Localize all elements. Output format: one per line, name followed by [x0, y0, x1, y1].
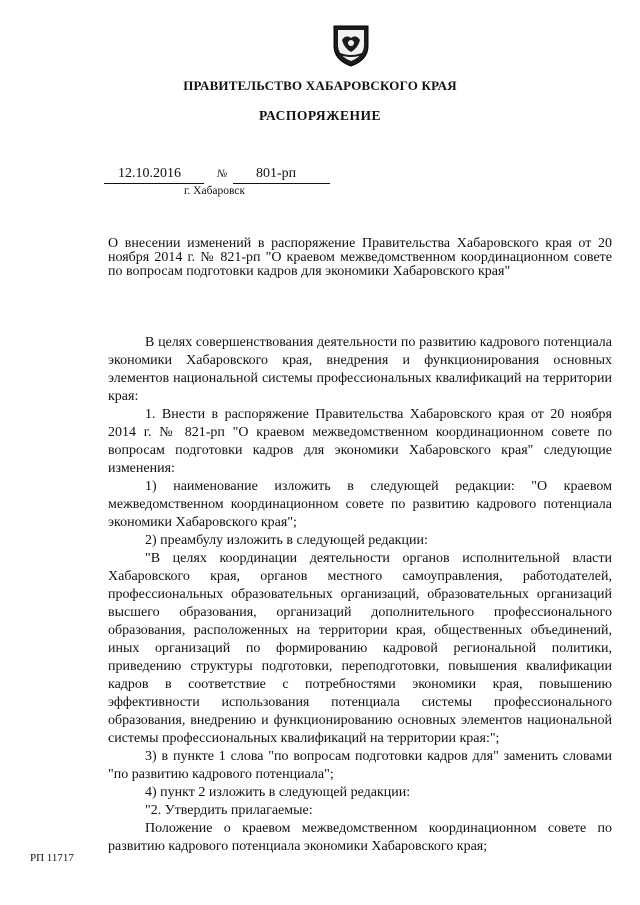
government-title: ПРАВИТЕЛЬСТВО ХАБАРОВСКОГО КРАЯ: [183, 78, 457, 93]
paragraph: 1. Внести в распоряжение Правительства Хабаровского края от 20 ноября 2014 г. № 821-рп "О краевом межведомственном координационном совете по вопросам подготовки кадров для экономики Хабаровского края" следующие изменения:: [108, 407, 612, 476]
order-body: [108, 334, 612, 856]
city: г. Хабаровск: [184, 185, 246, 197]
paragraph: 4) пункт 2 изложить в следующей редакции:: [145, 785, 411, 800]
order-subject: О внесении изменений в распоряжение Правительства Хабаровского края от 20 ноября 2014 г. № 821-рп "О краевом межведомственном координационном совете по вопросам подготовки кадров для экономики Хабаровского края": [108, 236, 612, 279]
date-underline: [104, 183, 204, 184]
document-code: РП 11717: [30, 852, 74, 864]
document-type: РАСПОРЯЖЕНИЕ: [258, 108, 382, 123]
paragraph: 2) преамбулу изложить в следующей редакции:: [145, 533, 428, 548]
paragraph: 1) наименование изложить в следующей редакции: "О краевом межведомственном координационном совете по развитию кадрового потенциала экономики Хабаровского края";: [108, 479, 612, 530]
order-number: 801-рп: [256, 166, 297, 181]
number-underline: [233, 183, 330, 184]
paragraph: "2. Утвердить прилагаемые:: [145, 803, 313, 818]
paragraph: Положение о краевом межведомственном координационном совете по развитию кадрового потенциала экономики Хабаровского края;: [108, 821, 612, 854]
coat-of-arms-icon: [328, 22, 374, 68]
paragraph: "В целях координации деятельности органов исполнительной власти Хабаровского края, органов местного самоуправления, работодателей, профессиональных образовательных организаций, образовательных организаций высшего образования, организаций дополнительного профессионального образования, расположенных на территории края, общественных объединений, иных организаций по формированию кадровой региональной политики, приведению структуры подготовки, переподготовки, повышения квалификации кадров в соответствие с потребностями экономики края, повышению эффективности использования потенциала системы профессионального образования, внедрению и функционированию основных элементов национальной системы профессиональных квалификаций на территории края:";: [108, 551, 612, 746]
paragraph: В целях совершенствования деятельности по развитию кадрового потенциала экономики Хабаровского края, внедрения и функционирования основных элементов национальной системы профессиональных квалификаций на территории края:: [108, 335, 612, 404]
order-date: 12.10.2016: [118, 166, 181, 181]
number-sign: №: [217, 168, 228, 180]
paragraph: 3) в пункте 1 слова "по вопросам подготовки кадров для" заменить словами "по развитию кадрового потенциала";: [108, 749, 612, 782]
